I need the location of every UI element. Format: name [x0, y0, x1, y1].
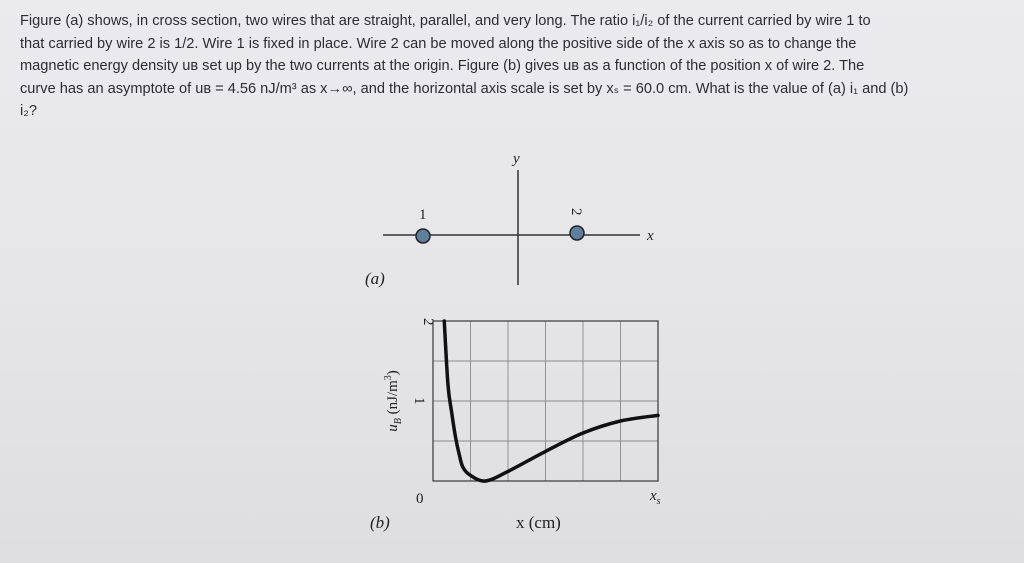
x-axis-label: x	[647, 228, 654, 244]
y-tick-label-1: 1	[411, 397, 427, 405]
problem-line-1: Figure (a) shows, in cross section, two wires that are straight, parallel, and very long. The ratio i₁/i₂ of the current carried by wire 1 to	[20, 13, 871, 29]
chart-grid	[433, 321, 658, 481]
figure-a-caption: (a)	[365, 269, 385, 288]
problem-line-5: i₂?	[20, 103, 38, 119]
x-scale-label	[649, 488, 661, 507]
problem-line-2: that carried by wire 2 is 1/2. Wire 1 is fixed in place. Wire 2 can be moved along the positive side of the x axis so as to change the	[20, 35, 857, 52]
problem-line-3: magnetic energy density uʙ set up by the two currents at the origin. Figure (b) gives uʙ as a function of the position x of wire 2. The	[20, 58, 865, 74]
y-axis-label: y	[513, 151, 520, 167]
wire-2-marker	[570, 226, 584, 240]
wire-1-marker	[416, 229, 430, 243]
x-scale-label-text: x	[650, 488, 657, 504]
problem-line-4: curve has an asymptote of uʙ = 4.56 nJ/m³ as x→∞, and the horizontal axis scale is set by xₛ = 60.0 cm. What is the value of (a) i₁ and (b)	[20, 80, 909, 97]
x-tick-label-0: 0	[416, 491, 424, 507]
figure-b-caption: (b)	[370, 513, 390, 532]
wire-1-label: 1	[419, 207, 427, 223]
wire-2-label: 2	[568, 208, 584, 216]
figure-b	[370, 318, 661, 532]
x-axis-title: x (cm)	[516, 513, 561, 532]
y-axis-title-text: $u_B$ $(nJ/m^3)$	[383, 370, 404, 432]
figure-a	[365, 151, 654, 288]
y-tick-label-2: 2	[420, 318, 436, 326]
y-axis-title	[383, 370, 404, 432]
x-scale-label-subscript: s	[656, 496, 661, 507]
